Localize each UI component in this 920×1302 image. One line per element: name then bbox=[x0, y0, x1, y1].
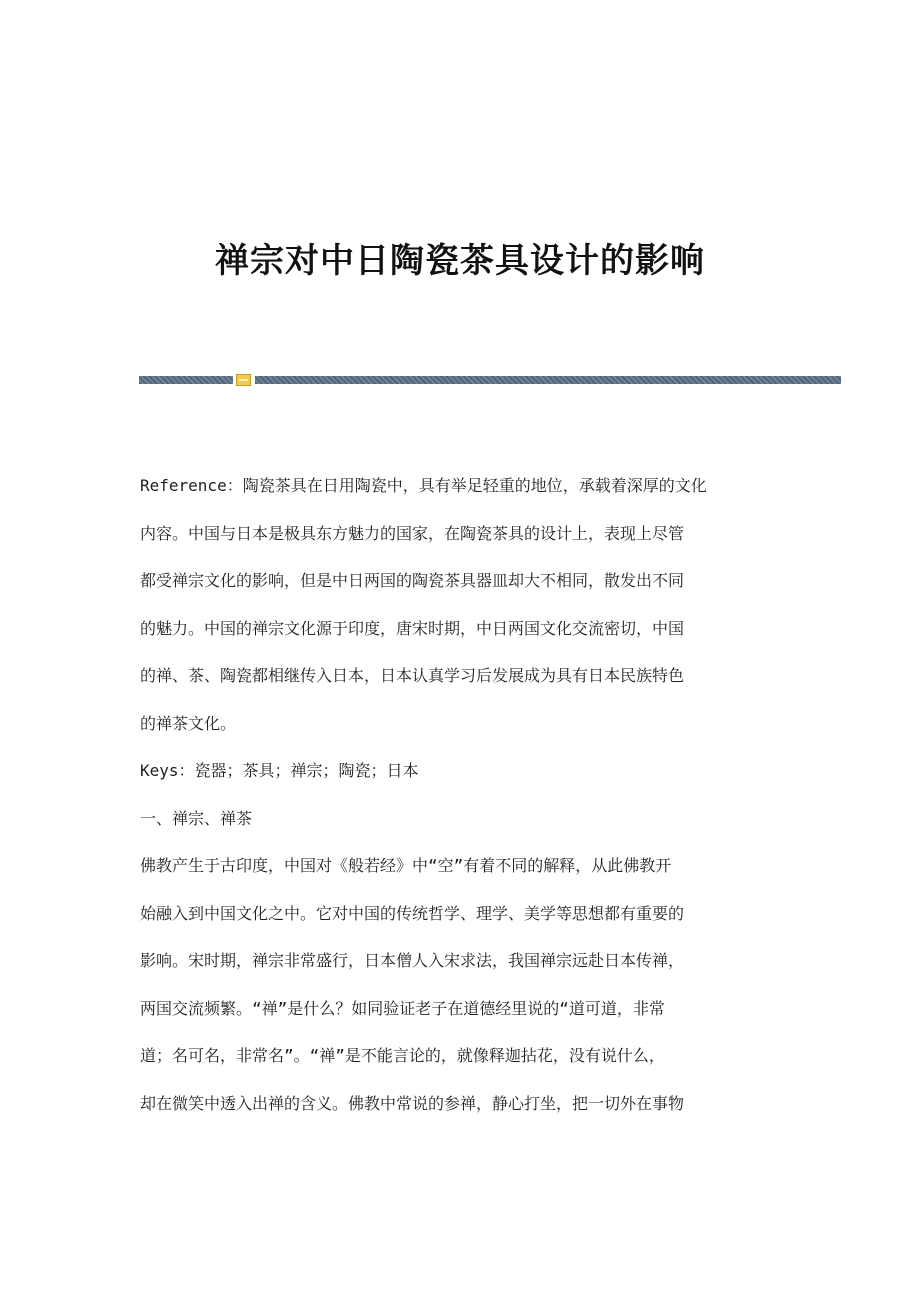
section-line: 佛教产生于古印度，中国对《般若经》中“空”有着不同的解释，从此佛教开 bbox=[140, 856, 672, 875]
abstract-line: Reference：陶瓷茶具在日用陶瓷中，具有举足轻重的地位，承载着深厚的文化 bbox=[140, 476, 707, 495]
abstract-paragraph bbox=[140, 462, 780, 747]
document-body bbox=[140, 462, 780, 1127]
abstract-line: 内容。中国与日本是极具东方魅力的国家，在陶瓷茶具的设计上，表现上尽管 bbox=[140, 523, 685, 543]
divider-bar-left bbox=[139, 376, 233, 384]
document-title: 禅宗对中日陶瓷茶具设计的影响 bbox=[215, 240, 705, 281]
section-line: 始融入到中国文化之中。它对中国的传统哲学、理学、美学等思想都有重要的 bbox=[140, 903, 685, 923]
section-line: 却在微笑中透入出禅的含义。佛教中常说的参禅，静心打坐，把一切外在事物 bbox=[140, 1093, 685, 1113]
abstract-line: 的禅、茶、陶瓷都相继传入日本，日本认真学习后发展成为具有日本民族特色 bbox=[140, 666, 685, 685]
section-line: 道；名可名，非常名”。“禅”是不能言论的，就像释迦拈花，没有说什么， bbox=[140, 1046, 665, 1065]
abstract-line: 都受禅宗文化的影响，但是中日两国的陶瓷茶具器皿却大不相同，散发出不同 bbox=[140, 571, 685, 590]
section-paragraph bbox=[140, 842, 780, 1127]
section-heading-text: 一、禅宗、禅茶 bbox=[140, 808, 253, 828]
divider-bar-right bbox=[255, 376, 841, 384]
keywords-line: Keys：瓷器；茶具；禅宗；陶瓷；日本 bbox=[140, 761, 419, 780]
abstract-line: 的禅茶文化。 bbox=[140, 713, 237, 733]
section-heading bbox=[140, 795, 780, 843]
section-line: 两国交流频繁。“禅”是什么？如同验证老子在道德经里说的“道可道，非常 bbox=[140, 998, 665, 1018]
divider-badge-icon bbox=[236, 374, 251, 386]
section-line: 影响。宋时期，禅宗非常盛行，日本僧人入宋求法，我国禅宗远赴日本传禅， bbox=[140, 951, 685, 970]
abstract-line: 的魅力。中国的禅宗文化源于印度，唐宋时期，中日两国文化交流密切，中国 bbox=[140, 618, 685, 638]
title-divider bbox=[139, 374, 841, 386]
keywords-paragraph bbox=[140, 747, 780, 795]
